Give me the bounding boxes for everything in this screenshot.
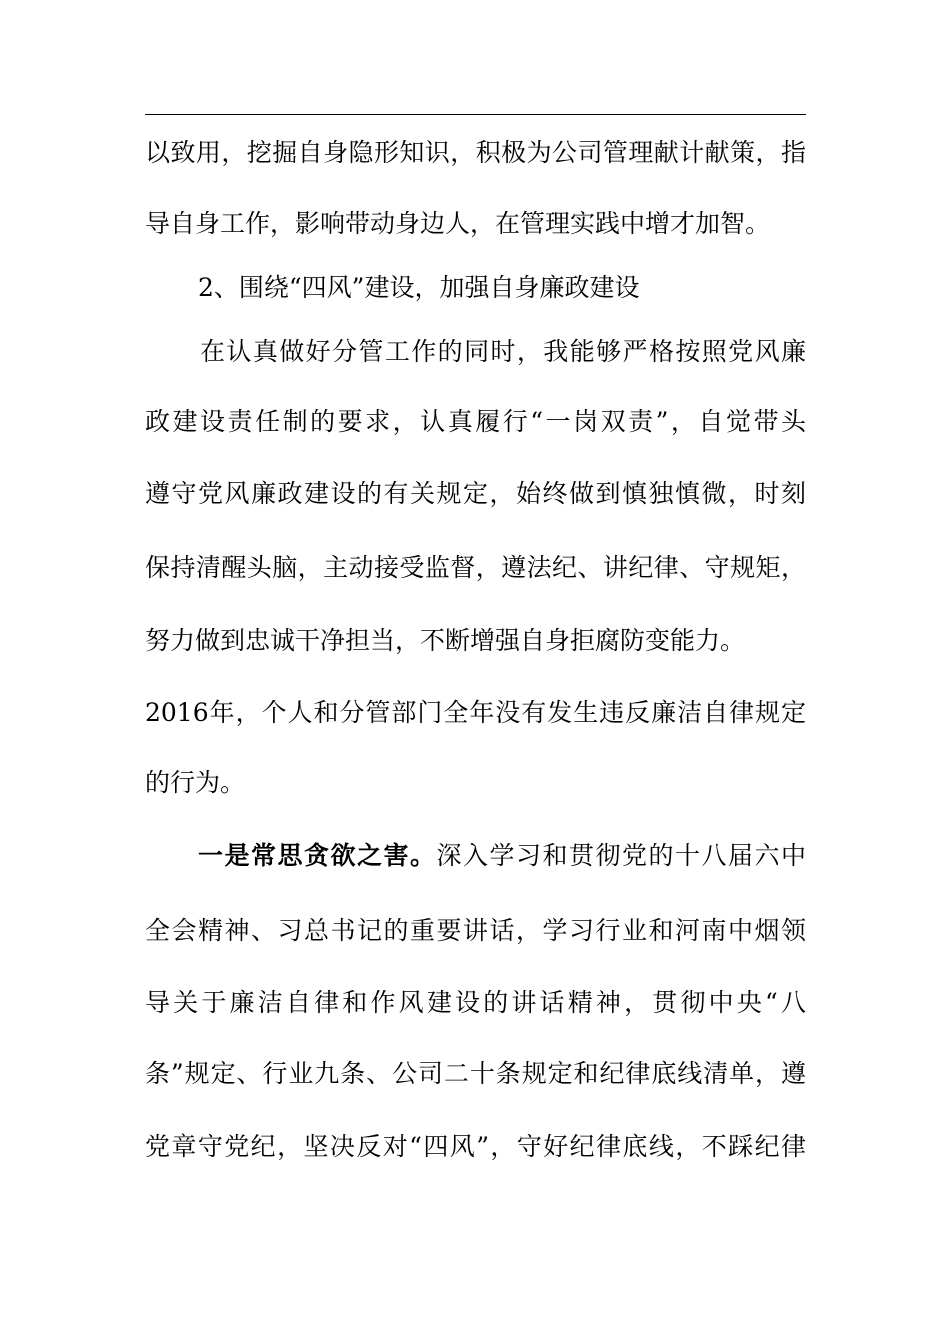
bold-lead: 一是常思贪欲之害。 (198, 841, 437, 870)
text-line: 的行为。 (145, 768, 246, 797)
text-line: 条”规定、行业九条、公司二十条规定和纪律底线清单，遵 (145, 1059, 806, 1088)
section-heading: 2、围绕“四风”建设，加强自身廉政建设 (198, 273, 640, 302)
text-line: 全会精神、习总书记的重要讲话，学习行业和河南中烟领 (145, 916, 806, 945)
text-line: 导自身工作，影响带动身边人，在管理实践中增才加智。 (145, 209, 771, 238)
text-line: 2016年，个人和分管部门全年没有发生违反廉洁自律规定 (145, 698, 806, 727)
text-line: 努力做到忠诚干净担当，不断增强自身拒腐防变能力。 (145, 626, 746, 655)
text-line: 政建设责任制的要求，认真履行“一岗双责”，自觉带头 (145, 407, 806, 436)
text-line: 党章守党纪，坚决反对“四风”，守好纪律底线，不踩纪律 (145, 1132, 806, 1161)
header-rule (145, 114, 806, 115)
text-line: 保持清醒头脑，主动接受监督，遵法纪、讲纪律、守规矩， (145, 553, 806, 582)
text-line: 遵守党风廉政建设的有关规定，始终做到慎独慎微，时刻 (145, 479, 806, 508)
text-line: 导关于廉洁自律和作风建设的讲话精神，贯彻中央“八 (145, 988, 806, 1017)
text-line (198, 836, 806, 876)
text-line: 以致用，挖掘自身隐形知识，积极为公司管理献计献策，指 (145, 138, 806, 167)
text-span: 深入学习和贯彻党的十八届六中 (436, 841, 806, 870)
text-line: 在认真做好分管工作的同时，我能够严格按照党风廉 (200, 337, 806, 366)
